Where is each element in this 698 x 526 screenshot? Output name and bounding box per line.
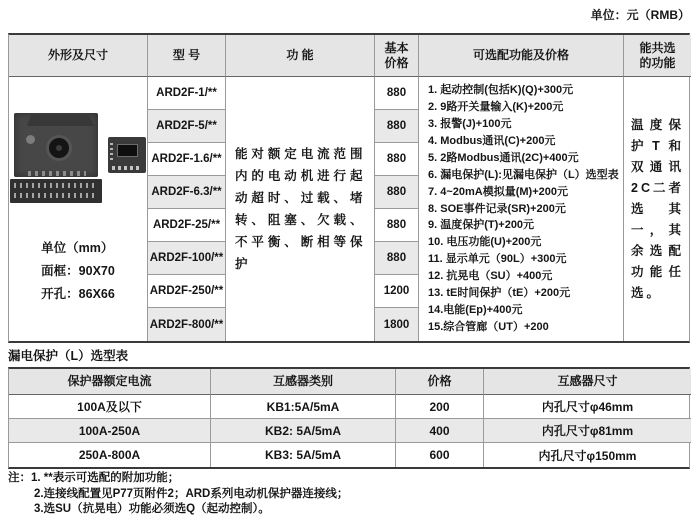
lk-header-price: 价格 <box>396 369 484 395</box>
header-model-label: 型 号 <box>172 48 201 62</box>
model-cell: ARD2F-25/** <box>148 209 226 242</box>
lk-cell-type: KB2: 5A/5mA <box>211 419 396 443</box>
header-function <box>226 35 375 77</box>
optional-item: 15.综合管廊（UT）+200 <box>428 320 549 333</box>
model-cell: ARD2F-6.3/** <box>148 176 226 209</box>
optional-item: 9. 温度保护(T)+200元 <box>428 219 535 232</box>
device-round-connector <box>46 135 72 161</box>
optional-item: 5. 2路Modbus通讯(2C)+400元 <box>428 151 579 164</box>
model-cell: ARD2F-1/** <box>148 77 226 110</box>
optional-functions-cell <box>419 77 624 341</box>
model-cell: ARD2F-100/** <box>148 242 226 275</box>
lk-cell-type: KB3: 5A/5mA <box>211 443 396 467</box>
lk-cell-size: 内孔尺寸φ150mm <box>538 448 637 463</box>
base-price-cell: 880 <box>375 110 419 143</box>
dimensions-hole: 开孔：86X66 <box>41 287 115 301</box>
leakage-selection-table <box>8 367 690 469</box>
base-price-cell: 880 <box>375 176 419 209</box>
header-combinable-line1: 能共选 <box>639 40 676 55</box>
device-led <box>26 135 35 144</box>
lk-header-current: 保护器额定电流 <box>9 369 211 395</box>
header-model <box>148 35 226 77</box>
footnotes <box>8 471 348 518</box>
panel-buttons <box>112 166 142 170</box>
lk-cell-price: 400 <box>396 419 484 443</box>
footnote-line: 2.连接线配置见P77页附件2；ARD系列电动机保护器连接线； <box>34 487 349 500</box>
header-optional-label: 可选配功能及价格 <box>472 48 569 62</box>
optional-item: 11. 显示单元（90L）+300元 <box>428 253 567 266</box>
optional-item: 8. SOE事件记录(SR)+200元 <box>428 202 566 215</box>
combinable-functions-text: 温度保护T和双通讯2C二者选其一，其余选配功能任选。 <box>631 117 684 300</box>
shape-and-dimensions-cell <box>9 77 148 341</box>
base-price-cell: 880 <box>375 242 419 275</box>
model-cell: ARD2F-800/** <box>148 308 226 341</box>
protector-device-image <box>14 113 98 177</box>
dimensions-frame: 面框：90X70 <box>41 264 115 278</box>
optional-item: 4. Modbus通讯(C)+200元 <box>428 134 556 147</box>
header-base-price-line2: 价格 <box>384 55 409 70</box>
device-label-strip <box>28 171 86 176</box>
optional-item: 14.电能(Ep)+400元 <box>428 303 523 316</box>
optional-item: 7. 4~20mA模拟量(M)+200元 <box>428 185 568 198</box>
function-cell <box>226 77 375 341</box>
optional-item: 13. tE时间保护（tE）+200元 <box>428 287 571 300</box>
product-photo <box>10 101 146 219</box>
footnote-line: 注：1. **表示可选配的附加功能； <box>8 472 180 484</box>
lk-cell-size: 内孔尺寸φ46mm <box>484 395 691 419</box>
lk-cell-current: 250A-800A <box>9 443 211 467</box>
panel-screen <box>117 144 138 157</box>
model-cell: ARD2F-250/** <box>148 275 226 308</box>
lk-cell-current: 100A及以下 <box>9 395 211 419</box>
base-price-cell: 880 <box>375 143 419 176</box>
base-price-cell: 880 <box>375 77 419 110</box>
display-panel-image <box>108 137 146 173</box>
optional-item: 10. 电压功能(U)+200元 <box>428 236 542 249</box>
dimensions-text <box>41 237 115 306</box>
model-cell: ARD2F-5/** <box>148 110 226 143</box>
device-lid <box>24 115 96 126</box>
lk-cell-price: 200 <box>396 395 484 419</box>
lk-cell-size: 内孔尺寸φ81mm <box>484 419 691 443</box>
header-shape <box>9 35 148 77</box>
function-description: 能对额定电流范围内的电动机进行起动超时、过载、堵转、阻塞、欠载、不平衡、断相等保护 <box>235 147 365 271</box>
optional-item: 12. 抗晃电（SU）+400元 <box>428 270 553 283</box>
main-price-table <box>8 33 690 343</box>
lk-cell-price: 600 <box>396 443 484 467</box>
header-optional <box>419 35 624 77</box>
leakage-table-title: 漏电保护（L）选型表 <box>8 349 129 363</box>
header-combinable-line2: 的功能 <box>639 55 676 70</box>
currency-unit-note: 单位：元（RMB） <box>590 8 690 22</box>
dimensions-unit: 单位（mm） <box>41 241 114 255</box>
header-function-label: 功 能 <box>286 48 314 62</box>
header-combinable <box>624 35 691 77</box>
terminal-pins-row2 <box>14 193 98 198</box>
header-base-price <box>375 35 419 77</box>
optional-item: 1. 起动控制(包括K)(Q)+300元 <box>428 84 574 97</box>
base-price-cell: 1200 <box>375 275 419 308</box>
optional-item: 3. 报警(J)+100元 <box>428 118 512 131</box>
lk-header-size: 互感器尺寸 <box>484 369 691 395</box>
optional-item: 2. 9路开关量输入(K)+200元 <box>428 101 564 114</box>
terminal-pins-row1 <box>14 183 98 188</box>
optional-item: 6. 漏电保护(L):见漏电保护（L）选型表 <box>428 168 619 181</box>
base-price-cell: 1800 <box>375 308 419 341</box>
footnote-line: 3.选SU（抗晃电）功能必须选Q（起动控制）。 <box>34 503 270 515</box>
device-connector-pin <box>56 145 62 151</box>
base-price-cell: 880 <box>375 209 419 242</box>
lk-header-type: 互感器类别 <box>211 369 396 395</box>
lk-cell-type: KB1:5A/5mA <box>211 395 396 419</box>
optional-functions-list <box>419 78 623 340</box>
panel-led-column <box>110 143 113 161</box>
header-base-price-line1: 基本 <box>384 40 409 55</box>
device-terminal-block <box>10 179 102 203</box>
model-cell: ARD2F-1.6/** <box>148 143 226 176</box>
lk-cell-current: 100A-250A <box>9 419 211 443</box>
combinable-functions-cell <box>624 77 691 341</box>
header-shape-label: 外形及尺寸 <box>47 48 108 62</box>
